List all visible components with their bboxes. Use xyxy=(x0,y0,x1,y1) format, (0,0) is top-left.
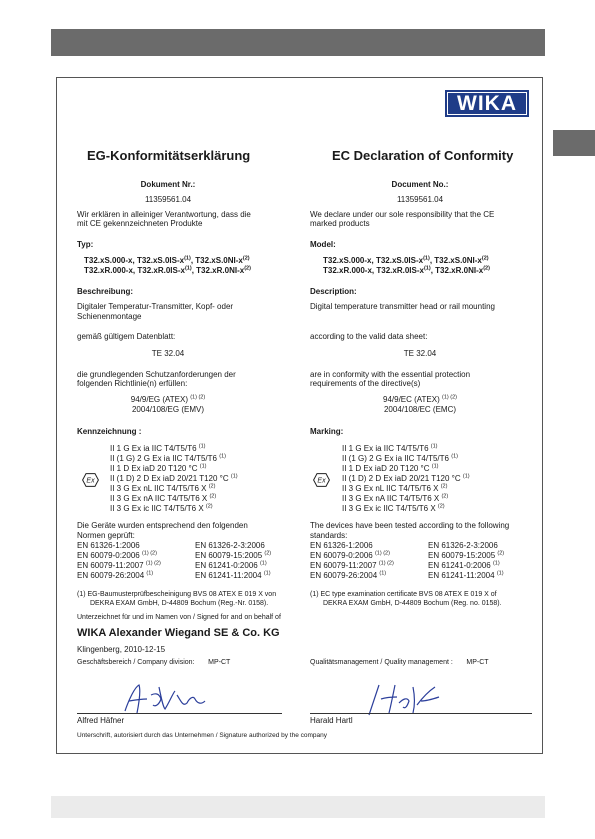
marking-item: II (1 D) 2 D Ex iaD 20/21 T120 °C $^{(1)}$ xyxy=(110,473,238,483)
intro-de-line2: mit CE gekennzeichneten Produkte xyxy=(77,219,203,228)
intro-de-line1: Wir erklären in alleiniger Verantwortung, dass die xyxy=(77,210,251,219)
marking-label-de: Kennzeichnung : xyxy=(77,427,142,436)
marking-item: II 3 G Ex nL IIC T4/T5/T6 X $^{(2)}$ xyxy=(110,483,216,493)
markings-list-de xyxy=(110,444,238,514)
directive1-de: 94/9/EG (ATEX) $^{(1) (2)}$ xyxy=(130,394,206,404)
wika-logo xyxy=(445,90,529,117)
header-bar xyxy=(51,29,545,56)
datasheet-label-en: according to the valid data sheet: xyxy=(310,332,428,341)
signature-line-left xyxy=(77,713,282,714)
standard-row: EN 60079-11:2007 $^{(1) (2)}$ EN 61241-0:2006 $^{(1)}$ xyxy=(310,560,500,570)
signer-left-name: Alfred Häfner xyxy=(77,716,125,725)
marking-item: II 1 D Ex iaD 20 T120 °C $^{(1)}$ xyxy=(110,463,207,473)
marking-item: II 3 G Ex nA IIC T4/T5/T6 X $^{(2)}$ xyxy=(342,493,449,503)
standard-row: EN 60079-26:2004 $^{(1)}$ EN 61241-11:2004 $^{(1)}$ xyxy=(310,570,504,580)
conform-en-line1: are in conformity with the essential protection xyxy=(310,370,471,379)
conform-de-line1: die grundlegenden Schutzanforderungen der xyxy=(77,370,236,379)
place-date: Klingenberg, 2010-12-15 xyxy=(77,645,166,654)
signed-statement: Unterzeichnet für und im Namen von / Signed for and on behalf of xyxy=(77,614,281,621)
ex-symbol-text: Ex xyxy=(317,477,326,485)
marking-label-en: Marking: xyxy=(310,427,344,436)
ex-hexagon-icon xyxy=(313,473,330,487)
desc-en-line1: Digital temperature transmitter head or rail mounting xyxy=(310,302,495,311)
model-line-de-1: T32.xS.000-x, $T32.xS.0IS-x^{(1)}$, $T32.xS.0NI-x^{(2)}$ xyxy=(84,255,250,265)
datasheet-label-de: gemäß gültigem Datenblatt: xyxy=(77,332,176,341)
marking-item: II (1 G) 2 G Ex ia IIC T4/T5/T6 $^{(1)}$ xyxy=(110,453,226,463)
datasheet-de: TE 32.04 xyxy=(151,349,185,358)
tested-en-line1: The devices have been tested according to the following xyxy=(310,521,510,530)
division-right: Qualitätsmanagement / Quality management : MP-CT xyxy=(310,659,489,666)
signature-line-right xyxy=(310,713,532,714)
marking-item: II 1 D Ex iaD 20 T120 °C $^{(1)}$ xyxy=(342,463,439,473)
directive2-de: 2004/108/EG (EMV) xyxy=(131,405,205,414)
tested-de-line2: Normen geprüft: xyxy=(77,531,135,540)
intro-en-line2: marked products xyxy=(310,219,370,228)
conform-en-line2: requirements of the directive(s) xyxy=(310,379,421,388)
marking-item: II 3 G Ex ic IIC T4/T5/T6 X $^{(2)}$ xyxy=(342,503,445,513)
intro-en-line1: We declare under our sole responsibility that the CE xyxy=(310,210,495,219)
marking-item: II 3 G Ex nL IIC T4/T5/T6 X $^{(2)}$ xyxy=(342,483,448,493)
marking-item: II (1 G) 2 G Ex ia IIC T4/T5/T6 $^{(1)}$ xyxy=(342,453,458,463)
footnote-de: (1) EG-Baumusterprüfbescheinigung BVS 08 ATEX E 019 X von DEKRA EXAM GmbH, D-44809 Bochum (Reg.-Nr. 0158). xyxy=(77,591,277,607)
standard-row: EN 61326-1:2006 EN 61326-2-3:2006 xyxy=(310,541,498,550)
marking-item: II 3 G Ex nA IIC T4/T5/T6 X $^{(2)}$ xyxy=(110,493,217,503)
marking-item: II 1 G Ex ia IIC T4/T5/T6 $^{(1)}$ xyxy=(342,443,438,453)
directive1-en: 94/9/EC (ATEX) $^{(1) (2)}$ xyxy=(383,394,457,404)
doc-no-de: 11359561.04 xyxy=(144,195,192,204)
standard-row: EN 60079-11:2007 $^{(1) (2)}$ EN 61241-0:2006 $^{(1)}$ xyxy=(77,560,267,570)
model-line-en-2: T32.xR.000-x, $T32.xR.0IS-x^{(1)}$, $T32.xR.0NI-x^{(2)}$ xyxy=(323,265,490,275)
desc-de-line1: Digitaler Temperatur-Transmitter, Kopf- oder xyxy=(77,302,234,311)
ex-hexagon-icon xyxy=(82,473,99,487)
marking-item: II 3 G Ex ic IIC T4/T5/T6 X $^{(2)}$ xyxy=(110,503,213,513)
standard-row: EN 60079-26:2004 $^{(1)}$ EN 61241-11:2004 $^{(1)}$ xyxy=(77,570,271,580)
title-de: EG-Konformitätserklärung xyxy=(87,148,251,163)
tested-de-line1: Die Geräte wurden entsprechend den folgenden xyxy=(77,521,248,530)
company-name: WIKA Alexander Wiegand SE & Co. KG xyxy=(77,627,280,639)
tested-en-line2: standards: xyxy=(310,531,348,540)
wika-logo-text: WIKA xyxy=(448,93,526,114)
datasheet-en: TE 32.04 xyxy=(403,349,437,358)
desc-label-en: Description: xyxy=(310,287,357,296)
markings-list-en xyxy=(342,444,470,514)
authorized-statement: Unterschrift, autorisiert durch das Unternehmen / Signature authorized by the company xyxy=(77,732,328,739)
footer-bar xyxy=(51,796,545,818)
standard-row: EN 60079-0:2006 $^{(1) (2)}$ EN 60079-15:2005 $^{(2)}$ xyxy=(77,550,272,560)
footnote-en: (1) EC type examination certificate BVS 08 ATEX E 019 X of DEKRA EXAM GmbH, D-44809 Bochum (Reg. no. 0158). xyxy=(310,591,502,607)
marking-item: II 1 G Ex ia IIC T4/T5/T6 $^{(1)}$ xyxy=(110,443,206,453)
desc-de-line2: Schienenmontage xyxy=(77,312,142,321)
signature-left xyxy=(115,681,215,717)
standards-de xyxy=(77,541,271,581)
standard-row: EN 61326-1:2006 EN 61326-2-3:2006 xyxy=(77,541,265,550)
ex-symbol-text: Ex xyxy=(86,477,95,485)
doc-label-en: Document No.: xyxy=(391,180,449,189)
chapter-tab xyxy=(553,130,595,156)
marking-item: II (1 D) 2 D Ex iaD 20/21 T120 °C $^{(1)}$ xyxy=(342,473,470,483)
signer-right-name: Harald Hartl xyxy=(310,716,353,725)
model-line-de-2: T32.xR.000-x, $T32.xR.0IS-x^{(1)}$, $T32.xR.0NI-x^{(2)}$ xyxy=(84,265,251,275)
standards-en xyxy=(310,541,504,581)
directive2-en: 2004/108/EC (EMC) xyxy=(383,405,457,414)
model-line-en-1: T32.xS.000-x, $T32.xS.0IS-x^{(1)}$, $T32.xS.0NI-x^{(2)}$ xyxy=(323,255,489,265)
desc-label-de: Beschreibung: xyxy=(77,287,134,296)
type-label-en: Model: xyxy=(310,240,336,249)
title-en: EC Declaration of Conformity xyxy=(332,148,514,163)
doc-label-de: Dokument Nr.: xyxy=(140,180,196,189)
type-label-de: Typ: xyxy=(77,240,94,249)
signature-right xyxy=(365,681,445,717)
conform-de-line2: folgenden Richtlinie(n) erfüllen: xyxy=(77,379,188,388)
doc-no-en: 11359561.04 xyxy=(396,195,444,204)
standard-row: EN 60079-0:2006 $^{(1) (2)}$ EN 60079-15:2005 $^{(2)}$ xyxy=(310,550,505,560)
division-left: Geschäftsbereich / Company division: MP-CT xyxy=(77,659,231,666)
